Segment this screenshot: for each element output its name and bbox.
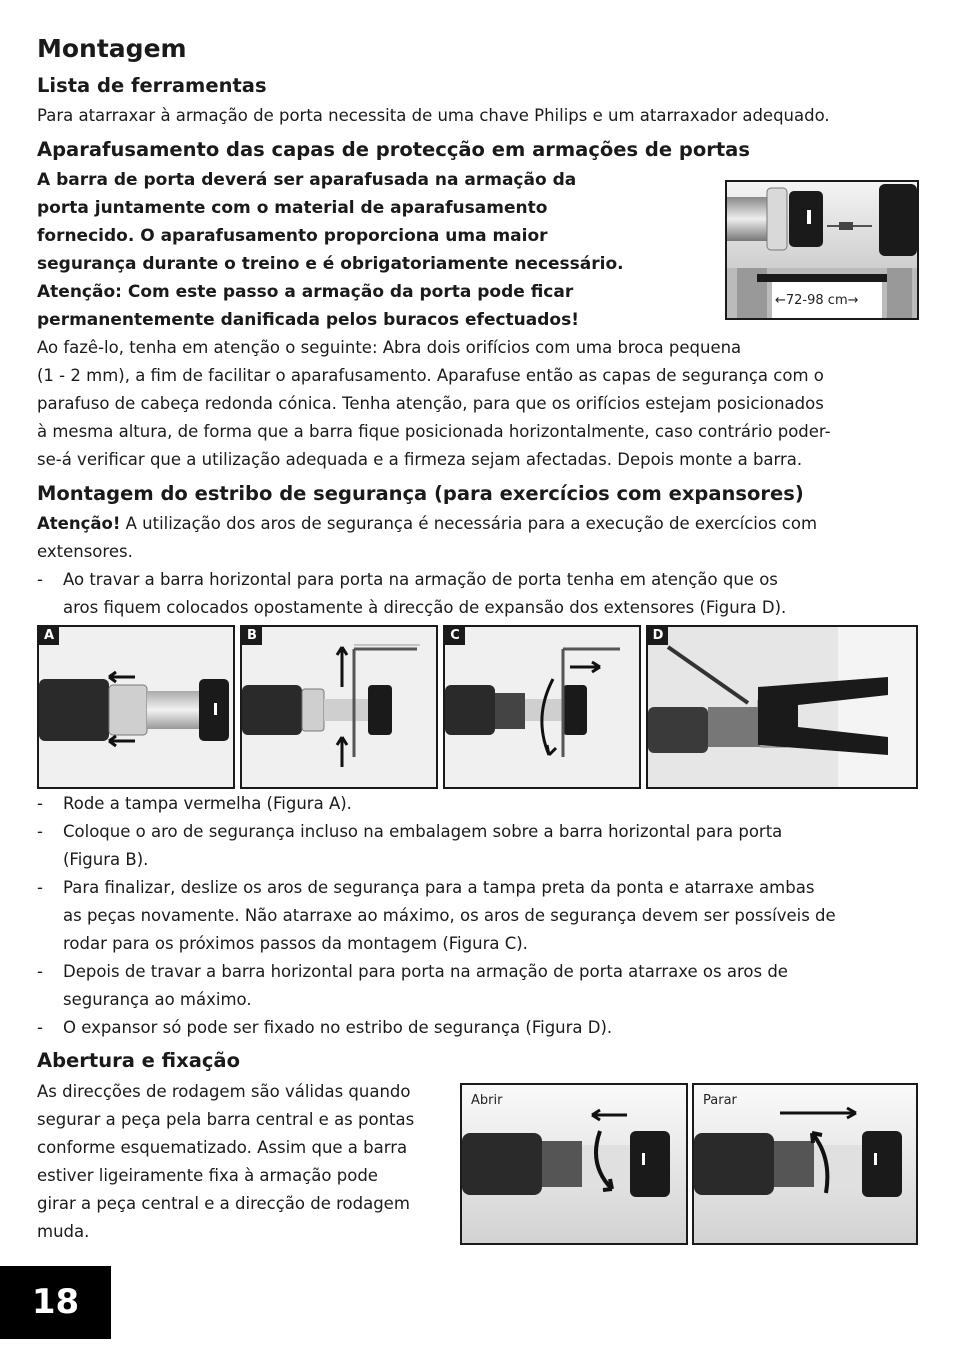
caps-bold-line: porta juntamente com o material de aparafusamento	[37, 198, 548, 218]
list-item-line: Para finalizar, deslize os aros de segurança para a tampa preta da ponta e atarraxe ambas	[63, 878, 815, 897]
page-number: 18	[0, 1266, 111, 1339]
caps-text-line: à mesma altura, de forma que a barra fique posicionada horizontalmente, caso contrário poder-	[37, 422, 831, 441]
stop-label: Parar	[703, 1093, 737, 1108]
list-item-line: Rode a tampa vermelha (Figura A).	[63, 794, 352, 813]
list-item	[37, 958, 923, 1014]
page-title: Montagem	[37, 34, 187, 63]
opening-text-line: muda.	[37, 1222, 90, 1241]
open-label: Abrir	[471, 1093, 503, 1108]
tools-text: Para atarraxar à armação de porta necessita de uma chave Philips e um atarraxador adequado.	[37, 106, 830, 125]
caps-bold-line: permanentemente danificada pelos buracos efectuados!	[37, 310, 579, 330]
opening-text-line: estiver ligeiramente fixa à armação pode	[37, 1166, 378, 1185]
figure-label: C	[445, 627, 465, 645]
figure-b	[240, 625, 438, 789]
list-item-line: Depois de travar a barra horizontal para porta na armação de porta atarraxe os aros de	[63, 962, 788, 981]
figure-a	[37, 625, 235, 789]
caps-bold-line: A barra de porta deverá ser aparafusada na armação da	[37, 170, 577, 190]
list-item	[37, 1014, 923, 1042]
figure-label: B	[242, 627, 262, 645]
caps-text-line: (1 - 2 mm), a fim de facilitar o aparafusamento. Aparafuse então as capas de segurança com o	[37, 366, 824, 385]
list-dash: -	[37, 822, 43, 841]
caps-text-line: parafuso de cabeça redonda cónica. Tenha atenção, para que os orifícios estejam posicionados	[37, 394, 824, 413]
caps-text-line: Ao fazê-lo, tenha em atenção o seguinte: Abra dois orifícios com uma broca pequena	[37, 338, 742, 357]
stirrup-attention	[37, 510, 927, 566]
list-item	[37, 874, 923, 958]
list-item-line: rodar para os próximos passos da montagem (Figura C).	[63, 934, 528, 953]
opening-text-line: segurar a peça pela barra central e as pontas	[37, 1110, 415, 1129]
list-item-line: (Figura B).	[63, 850, 149, 869]
figure-open	[460, 1083, 688, 1245]
list-dash: -	[37, 570, 43, 589]
list-item-line: Coloque o aro de segurança incluso na embalagem sobre a barra horizontal para porta	[63, 822, 783, 841]
caps-bold-line: Atenção: Com este passo a armação da porta pode ficar	[37, 282, 574, 302]
attention-label: Atenção!	[37, 514, 121, 533]
opening-text-line: girar a peça central e a direcção de rodagem	[37, 1194, 410, 1213]
list-item-line: segurança ao máximo.	[63, 990, 252, 1009]
figure-a-illustration	[39, 627, 233, 787]
figure-stop	[692, 1083, 918, 1245]
caps-heading: Aparafusamento das capas de protecção em armações de portas	[37, 138, 750, 161]
list-dash: -	[37, 1018, 43, 1037]
caps-text-line: se-á verificar que a utilização adequada e a firmeza sejam afectadas. Depois monte a barra.	[37, 450, 803, 469]
caps-text-block	[37, 334, 927, 474]
list-dash: -	[37, 794, 43, 813]
figure-b-illustration	[242, 627, 436, 787]
figure-label: A	[39, 627, 59, 645]
opening-text-block	[37, 1078, 457, 1246]
figure-d	[646, 625, 918, 789]
figure-c	[443, 625, 641, 789]
list-item	[37, 566, 923, 622]
figure-open-illustration	[462, 1085, 686, 1243]
caps-bold-line: segurança durante o treino e é obrigatoriamente necessário.	[37, 254, 624, 274]
figure-stop-illustration	[694, 1085, 916, 1243]
list-item-line: as peças novamente. Não atarraxe ao máximo, os aros de segurança devem ser possíveis de	[63, 906, 836, 925]
list-item	[37, 818, 923, 874]
opening-heading: Abertura e fixação	[37, 1049, 240, 1072]
door-width-label: ←72-98 cm→	[775, 293, 859, 308]
tools-heading: Lista de ferramentas	[37, 74, 267, 97]
attention-text: A utilização dos aros de segurança é necessária para a execução de exercícios com	[120, 514, 818, 533]
opening-text-line: conforme esquematizado. Assim que a barra	[37, 1138, 408, 1157]
opening-text-line: As direcções de rodagem são válidas quando	[37, 1082, 411, 1101]
list-item-line: Ao travar a barra horizontal para porta na armação de porta tenha em atenção que os	[63, 570, 778, 589]
caps-bold-line: fornecido. O aparafusamento proporciona uma maior	[37, 226, 548, 246]
list-item-line: aros fiquem colocados opostamente à direcção de expansão dos extensores (Figura D).	[63, 598, 787, 617]
caps-bold-block	[37, 166, 727, 334]
list-item	[37, 790, 923, 818]
list-dash: -	[37, 878, 43, 897]
figure-label: D	[648, 627, 668, 645]
figure-c-illustration	[445, 627, 639, 787]
figure-d-illustration	[648, 627, 916, 787]
attention-text-cont: extensores.	[37, 542, 133, 561]
list-dash: -	[37, 962, 43, 981]
list-item-line: O expansor só pode ser fixado no estribo de segurança (Figura D).	[63, 1018, 613, 1037]
door-bar-figure	[725, 180, 919, 320]
stirrup-heading: Montagem do estribo de segurança (para exercícios com expansores)	[37, 482, 804, 505]
